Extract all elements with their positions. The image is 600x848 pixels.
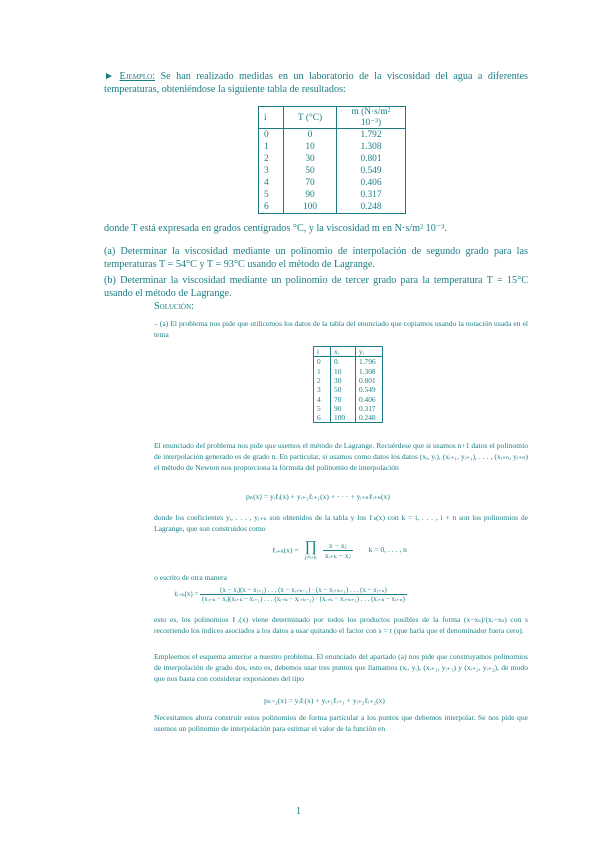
eq2-lhs: ℓᵢ₊ₖ(x) = xyxy=(272,545,299,555)
table-row xyxy=(314,357,383,367)
table-cell: 0 xyxy=(259,129,284,142)
table-row xyxy=(259,129,406,142)
example-label: Ejemplo: xyxy=(119,71,156,82)
equation-lagrange-polynomial: pₙ(x) = yᵢℓᵢ(x) + yᵢ₊₁ℓᵢ₊₁(x) + · · · + yᵢ₊ₙℓᵢ₊ₙ(x) xyxy=(246,492,390,501)
table-cell: 10 xyxy=(331,367,356,376)
table-row xyxy=(314,376,383,385)
viscosity-table xyxy=(258,106,406,214)
table-header: yᵢ xyxy=(356,347,383,357)
table-cell: 0 xyxy=(314,357,331,367)
table-row xyxy=(259,153,406,165)
part-a: (a) Determinar la viscosidad mediante un polinomio de interpolación de segundo grado para las temperaturas T = 54°C y T = 93°C usando el método de Lagrange. xyxy=(104,246,528,270)
table-cell: 1.796 xyxy=(356,357,383,367)
solution-p5: esto es, los polinomios ℓᵣ(x) viene determinado por todos los productos posibles de la forma (x−xₛ)/(xᵣ−xₛ) con s recorriendo los índices asociados a los datos a usar quitando el factor con s = r (que haría que el denominador fuera cero). xyxy=(154,615,528,635)
table-cell: 3 xyxy=(259,165,284,177)
table-cell: 0.549 xyxy=(356,385,383,394)
table-cell: 50 xyxy=(331,385,356,394)
table-cell: 0.801 xyxy=(356,376,383,385)
table-cell: 0.406 xyxy=(356,394,383,403)
table-cell: 6 xyxy=(259,201,284,214)
table-cell: 2 xyxy=(259,153,284,165)
table-cell: 0 xyxy=(284,129,337,142)
solution-p7: Necesitamos ahora construir estos polinomios de forma particular a los puntos que debemos interpolar. Se nos pide que usemos un polinomio de interpolación para estimar el valor de la función en xyxy=(154,713,528,733)
table-cell: 2 xyxy=(314,376,331,385)
solution-p1: – (a) El problema nos pide que utilicemos los datos de la tabla del enunciado que copiamos usando la notación usada en el tema xyxy=(154,319,528,339)
table-cell: 90 xyxy=(331,404,356,413)
table-cell: 0.248 xyxy=(356,413,383,423)
table-cell: 0.248 xyxy=(337,201,406,214)
table-header: xᵢ xyxy=(331,347,356,357)
eq2-range: k = 0, . . . , n xyxy=(368,545,407,555)
table-cell: 0.801 xyxy=(337,153,406,165)
table-cell: 1.308 xyxy=(337,141,406,153)
table-cell: 4 xyxy=(314,394,331,403)
table-row xyxy=(314,413,383,423)
table-row xyxy=(259,201,406,214)
table-cell: 0.317 xyxy=(337,189,406,201)
table-row xyxy=(259,189,406,201)
table-cell: 90 xyxy=(284,189,337,201)
table-cell: 5 xyxy=(314,404,331,413)
table-cell: 5 xyxy=(259,189,284,201)
table-cell: 6 xyxy=(314,413,331,423)
table-row xyxy=(314,367,383,376)
table-cell: 1 xyxy=(314,367,331,376)
table-header: m (N·s/m² 10⁻³) xyxy=(337,107,406,129)
viscosity-table-body xyxy=(259,129,406,214)
table-cell: 0.406 xyxy=(337,177,406,189)
table-cell: 0. xyxy=(331,357,356,367)
table-cell: 4 xyxy=(259,177,284,189)
equation-degree-two: pₙ₌₂(x) = yᵢℓᵢ(x) + yᵢ₊₁ℓᵢ₊₁ + yᵢ₊₂ℓᵢ₊₂(x) xyxy=(264,696,385,705)
table-cell: 100 xyxy=(284,201,337,214)
solution-p4: o escrito de otra manera xyxy=(154,573,227,582)
table-cell: 1.308 xyxy=(356,367,383,376)
table-cell: 30 xyxy=(284,153,337,165)
solution-p2: El enunciado del problema nos pide que usemos el método de Lagrange. Recuérdese que si usamos n+1 datos el polinomio de interpolación generado es de grado n. En particular, si usamos como datos los datos (xᵢ, yᵢ), (xᵢ₊₁, yᵢ₊₁), . . . , (xᵢ₊ₙ, yᵢ₊ₙ) el método de Newton nos proporciona la fórmula del polinomio de interpolación xyxy=(154,441,528,472)
table-cell: 70 xyxy=(331,394,356,403)
table-row xyxy=(314,394,383,403)
table-header: i xyxy=(314,347,331,357)
table-cell: 0.317 xyxy=(356,404,383,413)
solution-heading: Solución: xyxy=(154,301,194,312)
equation-lagrange-expanded: ℓᵢ₊ₖ(x) = (x − xᵢ)(x − xᵢ₊₁) . . . (x − xᵢ₊ₖ₋₁) · (x − xᵢ₊ₖ₊₁) . . . (x − xᵢ₊ₙ) (xᵢ₊ₖ − xᵢ)(xᵢ₊ₖ − xᵢ₊₁) . . . (xᵢ₊ₖ − xᵢ₊ₖ₋₁) · (xᵢ₊ₖ − xᵢ₊ₖ₊₁) . . . (xᵢ₊ₖ − xᵢ₊ₙ) xyxy=(174,587,405,603)
table-header: i xyxy=(259,107,284,129)
table-row xyxy=(259,141,406,153)
table-header: T (°C) xyxy=(284,107,337,129)
table-cell: 30 xyxy=(331,376,356,385)
table-cell: 1.792 xyxy=(337,129,406,142)
table-cell: 0.549 xyxy=(337,165,406,177)
table-cell: 1 xyxy=(259,141,284,153)
equation-lagrange-basis xyxy=(272,540,407,561)
product-symbol: ∏ j≠i+k xyxy=(304,539,317,561)
example-intro-text: Se han realizado medidas en un laboratorio de la viscosidad del agua a diferentes temperaturas, obteniéndose la siguiente tabla de resultados: xyxy=(104,71,529,95)
data-table xyxy=(313,346,383,423)
example-marker: ► xyxy=(104,71,115,82)
table-row xyxy=(314,385,383,394)
part-b: (b) Determinar la viscosidad mediante un polinomio de tercer grado para la temperatura T = 15°C usando el método de Lagrange. xyxy=(104,275,528,299)
example-intro xyxy=(104,70,528,96)
table-cell: 50 xyxy=(284,165,337,177)
table-row xyxy=(259,165,406,177)
table-row xyxy=(259,177,406,189)
units-note: donde T está expresada en grados centígrados °C, y la viscosidad m en N·s/m² 10⁻³. xyxy=(104,223,447,234)
data-table-body xyxy=(314,357,383,423)
table-row xyxy=(314,404,383,413)
solution-p6: Empleemos el esquema anterior a nuestro problema. El enunciado del apartado (a) nos pide que construyamos polinomios de interpolación de grado dos, esto es, debemos usar tres puntos que llamamos (xᵢ, yᵢ), (xᵢ₊₁, yᵢ₊₁) y (xᵢ₊₂, yᵢ₊₂), de modo que nos basta con considerar expresiones del tipo xyxy=(154,652,528,683)
table-cell: 10 xyxy=(284,141,337,153)
table-cell: 100 xyxy=(331,413,356,423)
solution-p3: donde los coeficientes yᵢ, . . . , yᵢ₊ₙ son obtenidos de la tabla y los ℓₖ(x) con k = i, . . . , i + n son los polinomios de Lagrange, que son construidos como xyxy=(154,513,528,533)
page-number: 1 xyxy=(296,806,301,817)
table-cell: 70 xyxy=(284,177,337,189)
eq2-fraction: $\frac{\text{x − xⱼ}}{\text{xᵢ₊ₖ − xⱼ}}$ xyxy=(324,541,351,560)
table-cell: 3 xyxy=(314,385,331,394)
